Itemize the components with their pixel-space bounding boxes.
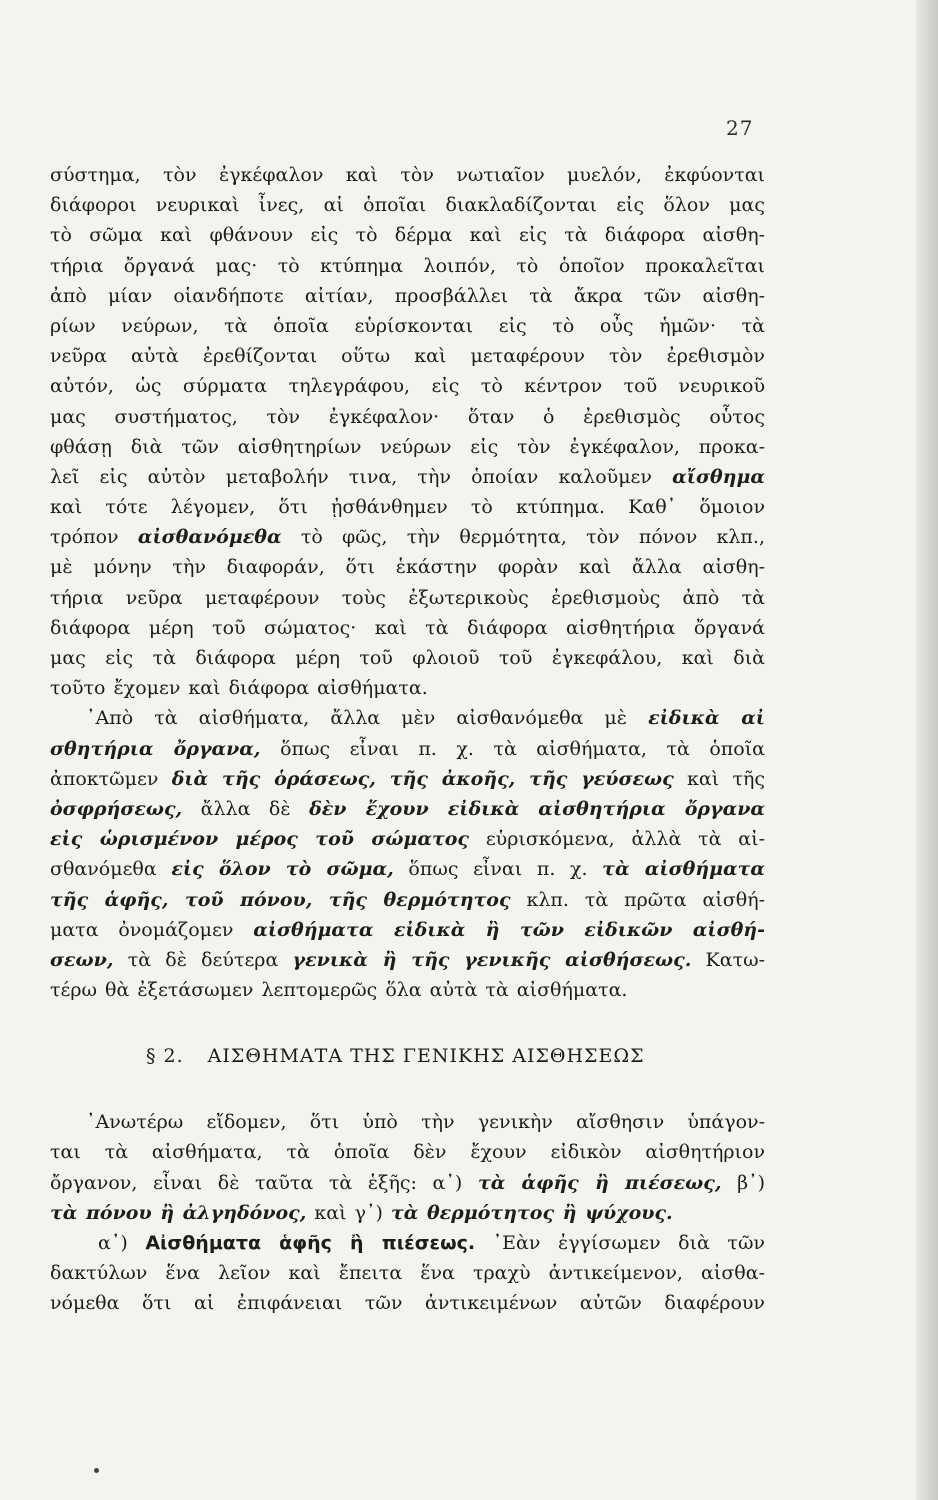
paper-speck xyxy=(94,1468,99,1473)
emphasis-term: εἰς ὡρισμένον μέρος τοῦ σώματος xyxy=(50,828,469,851)
section-heading xyxy=(50,1041,765,1071)
text-line xyxy=(50,854,765,884)
text-line: ᾽Ανωτέρω εἴδομεν, ὅτι ὑπὸ τὴν γενικὴν αἴσθησιν ὑπάγον- xyxy=(86,1111,765,1134)
text-run: ματα ὀνομάζομεν xyxy=(50,918,234,941)
section-number: § 2. xyxy=(146,1045,184,1068)
text-run: ὅπως εἶναι π. χ. τὰ αἰσθήματα, τὰ ὁποῖα xyxy=(280,737,765,760)
spacer xyxy=(50,1071,765,1107)
text-line: φθάσῃ διὰ τῶν αἰσθητηρίων νεύρων εἰς τὸν ἐγκέφαλον, προκα- xyxy=(50,435,765,458)
text-line xyxy=(50,794,765,824)
text-line: διάφοροι νευρικαὶ ἶνες, αἱ ὁποῖαι διακλαδίζονται εἰς ὅλον μας xyxy=(50,194,765,217)
emphasis-term: τὰ αἰσθήματα xyxy=(602,858,765,881)
emphasis-term: τὰ πόνου ἢ ἀλγηδόνος, xyxy=(50,1201,307,1224)
text-run: ὄργανον, εἶναι δὲ ταῦτα τὰ ἑξῆς: α᾽) xyxy=(50,1171,463,1194)
text-line: καὶ τότε λέγομεν, ὅτι ᾐσθάνθημεν τὸ κτύπημα. Καθ᾽ ὅμοιον xyxy=(50,496,765,519)
text-line xyxy=(50,462,765,492)
text-line xyxy=(50,1198,765,1228)
text-line: τοῦτο ἔχομεν καὶ διάφορα αἰσθήματα. xyxy=(50,677,428,700)
emphasis-term: δὲν ἔχουν εἰδικὰ αἰσθητήρια ὄργανα xyxy=(309,797,766,820)
text-run: ἄλλα δὲ xyxy=(200,797,291,820)
text-line: μὲ μόνην τὴν διαφοράν, ὅτι ἑκάστην φορὰν καὶ ἄλλα αἰσθη- xyxy=(50,556,765,579)
page-number: 27 xyxy=(726,116,754,140)
emphasis-term: ὀσφρήσεως, xyxy=(50,797,183,820)
text-run: ᾽Απὸ τὰ αἰσθήματα, ἄλλα μὲν αἰσθανόμεθα μὲ xyxy=(86,707,627,730)
text-run: α᾽) xyxy=(98,1232,128,1254)
text-line xyxy=(50,1228,765,1258)
text-line xyxy=(50,824,765,854)
text-run: τρόπον xyxy=(50,526,119,549)
text-line: τὸ σῶμα καὶ φθάνουν εἰς τὸ δέρμα καὶ εἰς τὰ διάφορα αἰσθη- xyxy=(50,224,765,247)
emphasis-term: τὰ θερμότητος ἢ ψύχους. xyxy=(390,1201,673,1224)
text-run: κλπ. τὰ πρῶτα αἰσθή- xyxy=(526,888,765,911)
emphasis-term: διὰ τῆς ὁράσεως, τῆς ἀκοῆς, τῆς γεύσεως xyxy=(171,767,674,790)
text-line: διάφορα μέρη τοῦ σώματος· καὶ τὰ διάφορα αἰσθητήρια ὄργανά xyxy=(50,616,765,639)
text-run: καὶ τῆς xyxy=(687,767,765,790)
emphasis-term: γενικὰ ἢ τῆς γενικῆς αἰσθήσεως. xyxy=(292,948,692,971)
emphasis-term: τὰ ἁφῆς ἢ πιέσεως, xyxy=(477,1171,722,1194)
text-line: μας συστήματος, τὸν ἐγκέφαλον· ὅταν ὁ ἐρεθισμὸς οὗτος xyxy=(50,405,765,428)
emphasis-term: αἰσθήματα εἰδικὰ ἢ τῶν εἰδικῶν αἰσθή- xyxy=(253,918,765,941)
spacer xyxy=(50,1005,765,1041)
text-line: αὐτόν, ὡς σύρματα τηλεγράφου, εἰς τὸ κέντρον τοῦ νευρικοῦ xyxy=(50,375,765,398)
emphasis-term: εἰδικὰ αἰ xyxy=(648,707,766,730)
text-line xyxy=(50,522,765,552)
subsection-title: Αἰσθήματα ἁφῆς ἢ πιέσεως. xyxy=(145,1232,476,1254)
text-line: ται τὰ αἰσθήματα, τὰ ὁποῖα δὲν ἔχουν εἰδικὸν αἰσθητήριον xyxy=(50,1141,765,1164)
text-line: νεῦρα αὐτὰ ἐρεθίζονται οὕτω καὶ μεταφέρουν τὸν ἐρεθισμὸν xyxy=(50,345,765,368)
text-line: μας εἰς τὰ διάφορα μέρη τοῦ φλοιοῦ τοῦ ἐγκεφάλου, καὶ διὰ xyxy=(50,647,765,669)
text-run: Κατω- xyxy=(705,948,765,971)
text-line: τήρια νεῦρα μεταφέρουν τοὺς ἐξωτερικοὺς ἐρεθισμοὺς ἀπὸ τὰ xyxy=(50,586,765,609)
text-run: λεῖ εἰς αὐτὸν μεταβολήν τινα, τὴν ὁποίαν καλοῦμεν xyxy=(50,465,652,488)
emphasis-term: τῆς ἁφῆς, τοῦ πόνου, τῆς θερμότητος xyxy=(50,888,511,911)
emphasis-term: αἰσθανόμεθα xyxy=(137,526,282,549)
text-line xyxy=(50,1168,765,1198)
text-run: β᾽) xyxy=(737,1171,766,1194)
text-line: ρίων νεύρων, τὰ ὁποῖα εὑρίσκονται εἰς τὸ οὖς ἡμῶν· τὰ xyxy=(50,314,765,337)
text-line xyxy=(50,915,765,945)
emphasis-term: αἴσθημα xyxy=(672,465,765,488)
text-line xyxy=(50,734,765,764)
text-run: τὸ φῶς, τὴν θερμότητα, τὸν πόνον κλπ., xyxy=(300,526,766,549)
text-line xyxy=(50,703,765,733)
text-run: ἀποκτῶμεν xyxy=(50,767,159,790)
text-run: καὶ γ᾽) xyxy=(314,1201,383,1224)
text-run: τὰ δὲ δεύτερα xyxy=(127,948,279,971)
text-line: σύστημα, τὸν ἐγκέφαλον καὶ τὸν νωτιαῖον μυελόν, ἐκφύονται xyxy=(50,164,765,186)
page-edge-shadow xyxy=(916,0,938,1500)
text-line: τήρια ὄργανά μας· τὸ κτύπημα λοιπόν, τὸ ὁποῖον προκαλεῖται xyxy=(50,254,765,277)
emphasis-term: σεων, xyxy=(50,948,114,971)
emphasis-term: σθητήρια ὄργανα, xyxy=(50,737,261,760)
text-line xyxy=(50,945,765,975)
text-run: σθανόμεθα xyxy=(50,858,157,881)
text-line: τέρω θὰ ἐξετάσωμεν λεπτομερῶς ὅλα αὐτὰ τὰ αἰσθήματα. xyxy=(50,979,628,1002)
text-run: εὑρισκόμενα, ἀλλὰ τὰ αἰ- xyxy=(485,828,765,851)
section-title: ΑΙΣΘΗΜΑΤΑ ΤΗΣ ΓΕΝΙΚΗΣ ΑΙΣΘΗΣΕΩΣ xyxy=(207,1045,645,1068)
text-line: ἀπὸ μίαν οἱανδήποτε αἰτίαν, προσβάλλει τὰ ἄκρα τῶν αἰσθη- xyxy=(50,284,765,307)
text-line xyxy=(50,885,765,915)
text-run: ᾽Εὰν ἐγγίσωμεν διὰ τῶν xyxy=(492,1232,765,1254)
text-line: δακτύλων ἕνα λεῖον καὶ ἔπειτα ἕνα τραχὺ ἀντικείμενον, αἰσθα- xyxy=(50,1262,765,1285)
text-run: ὅπως εἶναι π. χ. xyxy=(408,858,588,881)
body-text xyxy=(50,160,765,1319)
text-line xyxy=(50,764,765,794)
text-line: νόμεθα ὅτι αἱ ἐπιφάνειαι τῶν ἀντικειμένων αὐτῶν διαφέρουν xyxy=(50,1292,765,1315)
emphasis-term: εἰς ὅλον τὸ σῶμα, xyxy=(171,858,394,881)
